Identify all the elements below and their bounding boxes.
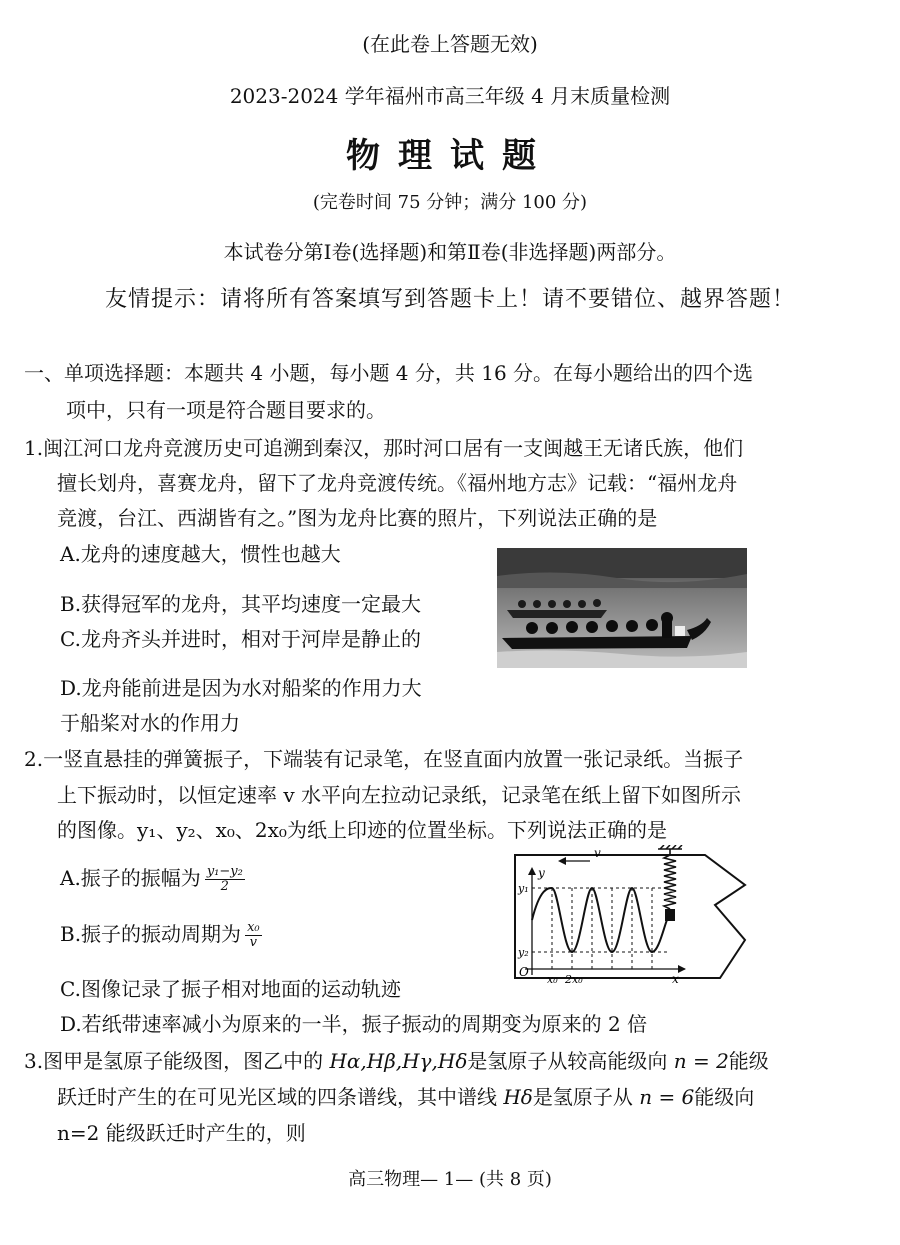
friendly-hint: 友情提示：请将所有答案填写到答题卡上！请不要错位、越界答题！ [104, 287, 795, 312]
q2-option-b-numerator: x₀ [247, 920, 260, 935]
q1-stem-line3: 竞渡，台江、西湖皆有之。”图为龙舟比赛的照片，下列说法正确的是 [57, 506, 658, 530]
q3-level-n2: n = 2 [673, 1049, 729, 1073]
y-axis-label: y [538, 866, 545, 880]
q2-option-b [60, 918, 262, 950]
q2-stem-line1: 2.一竖直悬挂的弹簧振子，下端装有记录笔，在竖直面内放置一张记录纸。当振子 [24, 747, 744, 771]
page-title: 物理试题 [346, 136, 554, 176]
page-footer: 高三物理— 1— (共 8 页) [348, 1169, 552, 1190]
q1-option-d-cont: 于船桨对水的作用力 [60, 711, 240, 735]
q2-option-b-fraction [245, 921, 262, 950]
x0-label: x₀ [547, 973, 558, 985]
q3-line2-b: 是氢原子从 [532, 1085, 640, 1109]
q3-stem-line2 [57, 1081, 754, 1110]
q2-option-a-denominator: 2 [220, 879, 229, 894]
q1-stem-line1: 1.闽江河口龙舟竞渡历史可追溯到秦汉，那时河口居有一支闽越王无诸氏族，他们 [24, 436, 744, 460]
q2-option-a-text: A.振子的振幅为 [60, 866, 201, 890]
2x0-label: 2x₀ [565, 973, 583, 985]
dragon-boat-photo [497, 548, 747, 668]
x-axis-label: x [672, 972, 679, 985]
exam-duration: (完卷时间 75 分钟；满分 100 分) [312, 192, 588, 213]
y2-label: y₂ [518, 946, 529, 959]
spring-oscillator-diagram [510, 845, 750, 985]
exam-structure: 本试卷分第Ⅰ卷(选择题)和第Ⅱ卷(非选择题)两部分。 [223, 240, 677, 264]
q3-level-n6: n = 6 [639, 1085, 695, 1109]
q3-line1-b: 是氢原子从较高能级向 [467, 1049, 674, 1073]
q3-h-delta: Hδ [503, 1085, 533, 1109]
velocity-label: v [594, 846, 601, 860]
q2-option-a-numerator: y₁−y₂ [206, 864, 243, 879]
q1-option-d: D.龙舟能前进是因为水对船桨的作用力大 [60, 676, 422, 700]
q2-option-c: C.图像记录了振子相对地面的运动轨迹 [60, 977, 401, 1001]
q3-stem-line3: n=2 能级跃迁时产生的，则 [57, 1121, 306, 1145]
q3-line2-a: 跃迁时产生的在可见光区域的四条谱线，其中谱线 [57, 1085, 504, 1109]
q2-option-b-text: B.振子的振动周期为 [60, 922, 242, 946]
q2-option-a-fraction [205, 865, 245, 894]
exam-notice: (在此卷上答题无效) [362, 32, 538, 56]
q2-stem-line3: 的图像。y₁、y₂、x₀、2x₀为纸上印迹的位置坐标。下列说法正确的是 [57, 818, 667, 842]
q1-option-a: A.龙舟的速度越大，惯性也越大 [60, 542, 341, 566]
origin-label: O [519, 965, 529, 979]
q2-stem-line2: 上下振动时，以恒定速率 v 水平向左拉动记录纸，记录笔在纸上留下如图所示 [57, 783, 742, 807]
q2-option-a [60, 862, 245, 894]
q3-line1-c: 能级 [728, 1049, 769, 1073]
q1-option-b: B.获得冠军的龙舟，其平均速度一定最大 [60, 592, 422, 616]
q1-option-c: C.龙舟齐头并进时，相对于河岸是静止的 [60, 627, 421, 651]
q3-stem-line1 [24, 1045, 769, 1074]
y1-label: y₁ [518, 882, 529, 895]
section1-heading: 一、单项选择题：本题共 4 小题，每小题 4 分，共 16 分。在每小题给出的四个选 [24, 361, 754, 385]
section1-heading-cont: 项中，只有一项是符合题目要求的。 [66, 398, 386, 422]
q3-spectral-lines: Hα,Hβ,Hγ,Hδ [329, 1049, 468, 1073]
q3-line1-a: 3.图甲是氢原子能级图，图乙中的 [24, 1049, 330, 1073]
q2-option-d: D.若纸带速率减小为原来的一半，振子振动的周期变为原来的 2 倍 [60, 1012, 648, 1036]
q2-option-b-denominator: v [249, 935, 258, 950]
q3-line2-c: 能级向 [694, 1085, 755, 1109]
q1-stem-line2: 擅长划舟，喜赛龙舟，留下了龙舟竞渡传统。《福州地方志》记载：“福州龙舟 [57, 471, 738, 495]
exam-name: 2023-2024 学年福州市高三年级 4 月末质量检测 [229, 84, 671, 108]
